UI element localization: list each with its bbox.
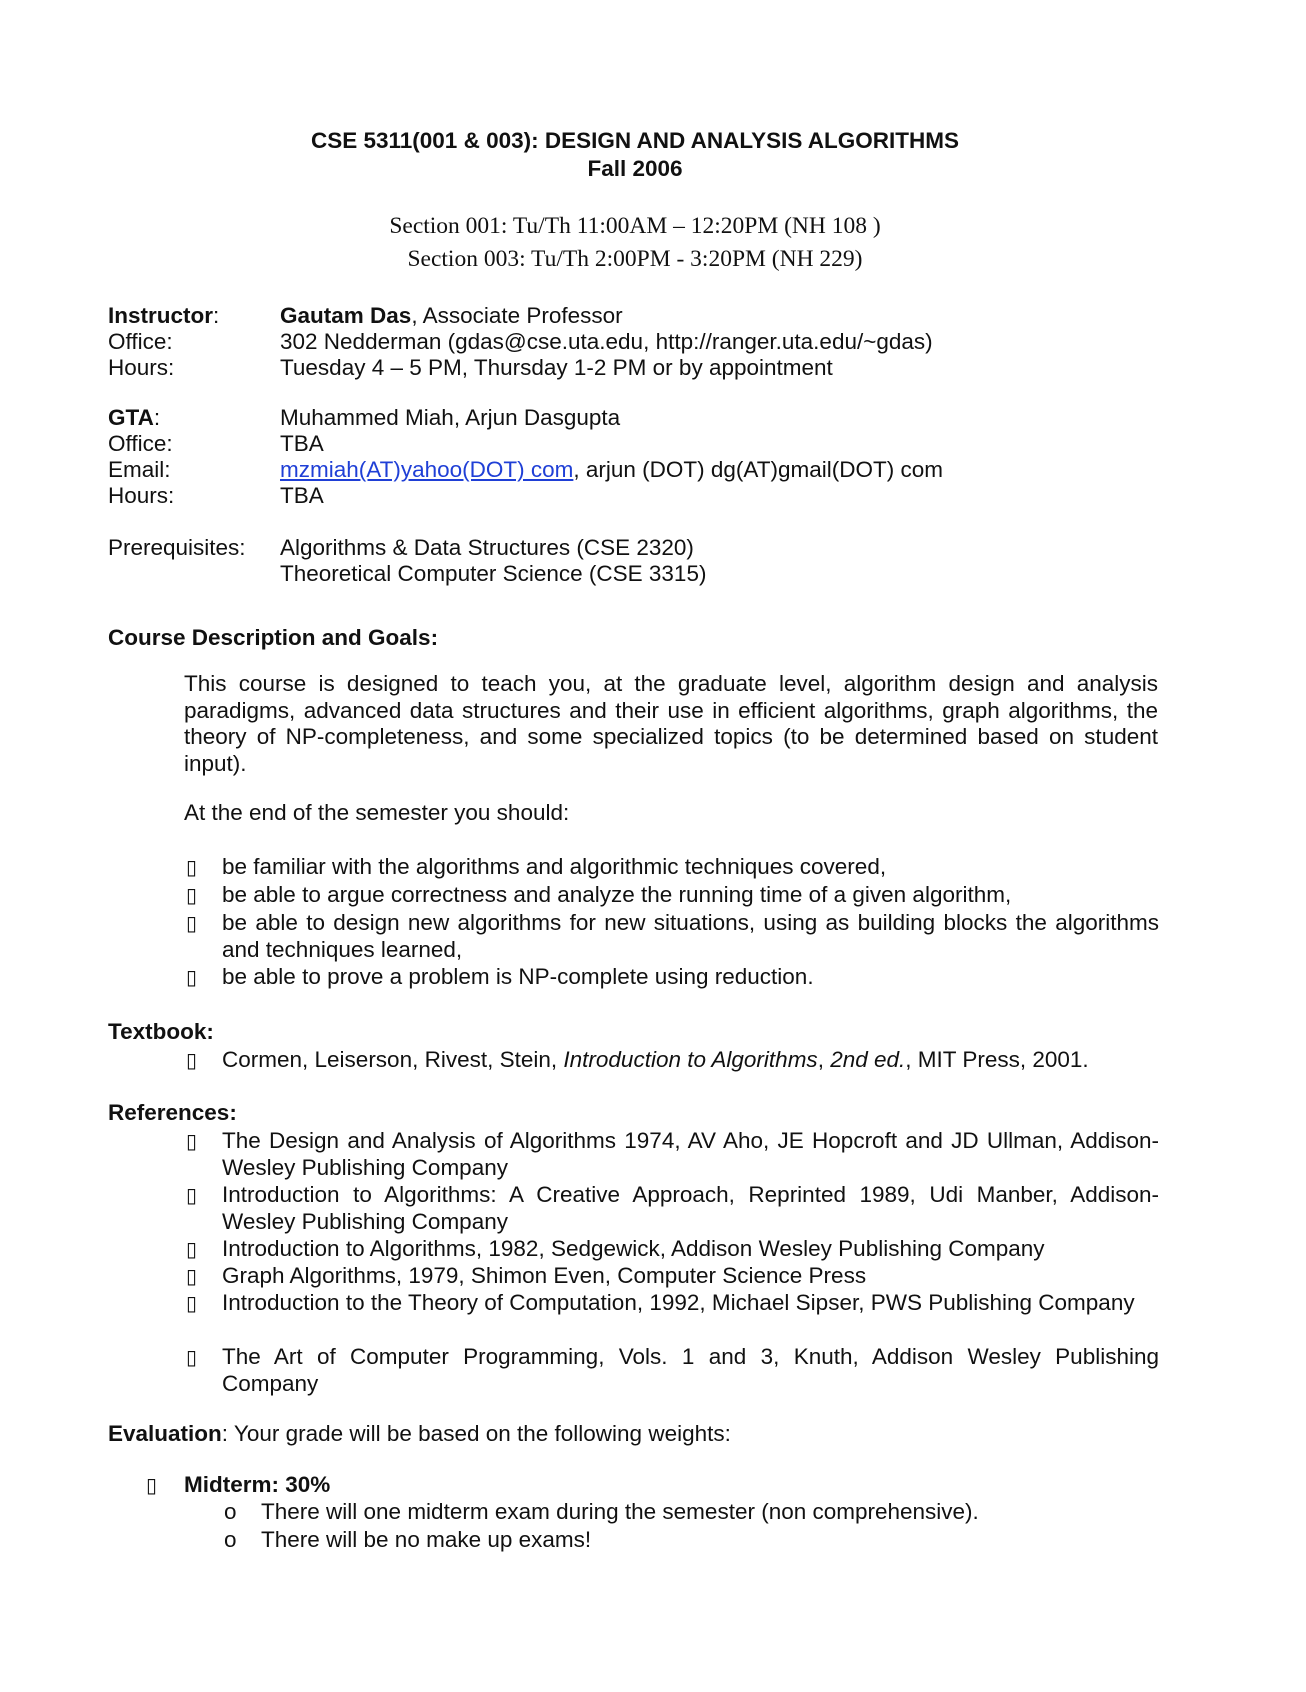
goal-bullet-icon: ▯ (186, 911, 198, 935)
instructor-name: Gautam Das (280, 303, 412, 328)
section-003-schedule: Section 003: Tu/Th 2:00PM - 3:20PM (NH 229) (407, 246, 863, 272)
gta-label: GTA: (108, 405, 161, 430)
instructor-hours: Tuesday 4 – 5 PM, Thursday 1-2 PM or by appointment (280, 355, 833, 380)
textbook-title: Introduction to Algorithms (563, 1047, 818, 1072)
goal-item: be able to prove a problem is NP-complete using reduction. (222, 964, 814, 989)
sub-bullet-icon: o (224, 1499, 237, 1524)
textbook-heading: Textbook: (108, 1019, 214, 1044)
gta-office-label: Office: (108, 431, 173, 456)
goal-item: be familiar with the algorithms and algorithmic techniques covered, (222, 854, 887, 879)
midterm-label: Midterm: 30% (184, 1472, 331, 1497)
reference-item: The Art of Computer Programming, Vols. 1 and 3, Knuth, Addison Wesley Publishing Company (222, 1344, 1159, 1396)
prerequisite-item: Algorithms & Data Structures (CSE 2320) (280, 535, 694, 560)
gta-email-link[interactable]: mzmiah(AT)yahoo(DOT) com (280, 457, 574, 482)
textbook-entry: Cormen, Leiserson, Rivest, Stein, Introduction to Algorithms, 2nd ed., MIT Press, 2001. (222, 1047, 1089, 1072)
description-paragraph: This course is designed to teach you, at the graduate level, algorithm design and analysis paradigms, advanced data structures and their use in efficient algorithms, graph algorithms, the theory of NP-completeness, and some specialized topics (to be determined based on student input). (184, 671, 1158, 776)
reference-bullet-icon: ▯ (186, 1237, 198, 1261)
gta-hours: TBA (280, 483, 324, 508)
reference-item: The Design and Analysis of Algorithms 1974, AV Aho, JE Hopcroft and JD Ullman, Addison-Wesley Publishing Company (222, 1128, 1159, 1180)
reference-bullet-icon: ▯ (186, 1291, 198, 1315)
prerequisites-label: Prerequisites: (108, 535, 246, 560)
gta-email-label: Email: (108, 457, 171, 482)
goal-bullet-icon: ▯ (186, 883, 198, 907)
sub-bullet-icon: o (224, 1527, 237, 1552)
reference-bullet-icon: ▯ (186, 1345, 198, 1369)
reference-bullet-icon: ▯ (186, 1264, 198, 1288)
gta-names: Muhammed Miah, Arjun Dasgupta (280, 405, 621, 430)
reference-item: Introduction to Algorithms: A Creative Approach, Reprinted 1989, Udi Manber, Addison-Wesley Publishing Company (222, 1182, 1159, 1234)
gta-email-rest: , arjun (DOT) dg(AT)gmail(DOT) com (573, 457, 943, 482)
reference-item: Introduction to the Theory of Computation, 1992, Michael Sipser, PWS Publishing Company (222, 1290, 1135, 1315)
textbook-edition: 2nd ed. (830, 1047, 906, 1072)
goals-intro: At the end of the semester you should: (184, 800, 570, 825)
reference-bullet-icon: ▯ (186, 1183, 198, 1207)
prerequisite-item: Theoretical Computer Science (CSE 3315) (280, 561, 707, 586)
evaluation-heading: Evaluation (108, 1421, 222, 1446)
midterm-item: There will be no make up exams! (261, 1527, 592, 1552)
midterm-bullet-icon: ▯ (146, 1473, 158, 1497)
instructor-value (280, 302, 623, 329)
instructor-office: 302 Nedderman (gdas@cse.uta.edu, http://ranger.uta.edu/~gdas) (280, 329, 933, 354)
instructor-title: , Associate Professor (411, 303, 623, 328)
reference-item: Introduction to Algorithms, 1982, Sedgewick, Addison Wesley Publishing Company (222, 1236, 1045, 1261)
course-term: Fall 2006 (587, 156, 683, 181)
gta-email (280, 456, 943, 483)
gta-office: TBA (280, 431, 324, 456)
section-001-schedule: Section 001: Tu/Th 11:00AM – 12:20PM (NH 108 ) (389, 213, 881, 239)
goal-bullet-icon: ▯ (186, 855, 198, 879)
description-heading: Course Description and Goals: (108, 625, 439, 650)
textbook-bullet-icon: ▯ (186, 1048, 198, 1072)
goal-item: be able to design new algorithms for new situations, using as building blocks the algorithms and techniques learned, (222, 910, 1159, 962)
course-title: CSE 5311(001 & 003): DESIGN AND ANALYSIS ALGORITHMS (310, 128, 960, 153)
reference-bullet-icon: ▯ (186, 1129, 198, 1153)
references-heading: References: (108, 1100, 237, 1125)
evaluation-line: Evaluation: Your grade will be based on the following weights: (108, 1421, 731, 1446)
midterm-item: There will one midterm exam during the semester (non comprehensive). (261, 1499, 979, 1524)
reference-item: Graph Algorithms, 1979, Shimon Even, Computer Science Press (222, 1263, 867, 1288)
gta-hours-label: Hours: (108, 483, 175, 508)
instructor-label: Instructor: (108, 303, 220, 328)
goal-bullet-icon: ▯ (186, 965, 198, 989)
goal-item: be able to argue correctness and analyze the running time of a given algorithm, (222, 882, 1012, 907)
instructor-hours-label: Hours: (108, 355, 175, 380)
instructor-office-label: Office: (108, 329, 173, 354)
